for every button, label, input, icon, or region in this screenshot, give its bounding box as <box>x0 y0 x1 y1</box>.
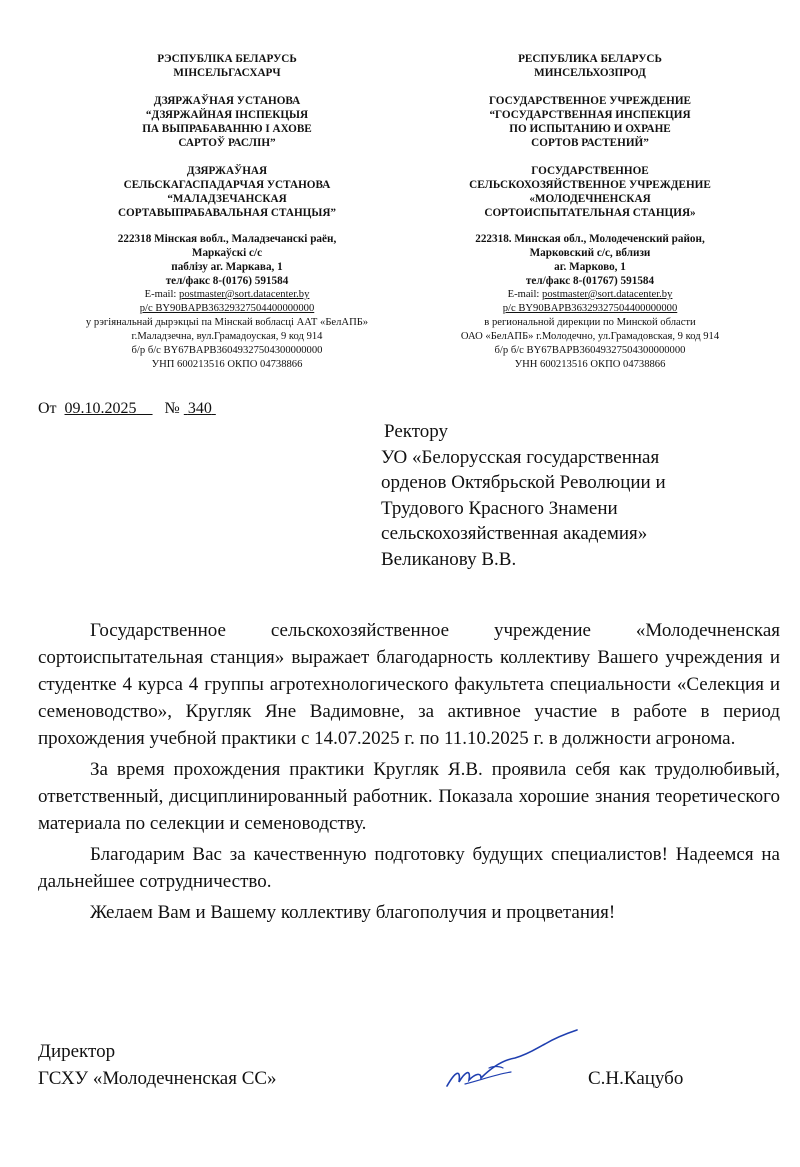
address-line: паблізу аг. Маркава, 1 <box>171 261 283 273</box>
email-link[interactable]: postmaster@sort.datacenter.by <box>179 289 310 300</box>
bank-line: ОАО «БелАПБ» г.Молодечно, ул.Грамадовская, 9 код 914 <box>460 331 720 342</box>
body-paragraph: Желаем Вам и Вашему коллективу благополучия и процветания! <box>90 902 616 923</box>
phone-fax: тел/факс 8-(01767) 591584 <box>525 275 655 287</box>
signer-title: Директор <box>38 1041 116 1062</box>
country-by: РЭСПУБЛІКА БЕЛАРУСЬ <box>157 53 297 65</box>
email-line: E-mail: postmaster@sort.datacenter.by <box>507 289 673 300</box>
account-number: р/с BY90BAPB36329327504400000000 <box>502 303 678 314</box>
email-line: E-mail: postmaster@sort.datacenter.by <box>144 289 310 300</box>
handwritten-signature-icon <box>441 1028 591 1098</box>
inst2-line: СЕЛЬСКОХОЗЯЙСТВЕННОЕ УЧРЕЖДЕНИЕ <box>469 179 711 191</box>
inst2-line: “МАЛАДЗЕЧАНСКАЯ <box>167 193 287 205</box>
bank-line: УНП 600213516 ОКПО 04738866 <box>151 359 303 370</box>
inst1-line: ПО ИСПЫТАНИЮ И ОХРАНЕ <box>509 123 671 135</box>
addressee-line: Ректору <box>384 421 449 442</box>
email-link[interactable]: postmaster@sort.datacenter.by <box>542 289 673 300</box>
inst1-line: “ГОСУДАРСТВЕННАЯ ИНСПЕКЦИЯ <box>489 109 691 121</box>
inst1-line: ГОСУДАРСТВЕННОЕ УЧРЕЖДЕНИЕ <box>488 95 692 107</box>
inst2-line: СОРТАВЫПРАБАВАЛЬНАЯ СТАНЦЫЯ” <box>117 207 337 219</box>
addressee-line: Трудового Красного Знамени <box>381 497 618 519</box>
signature-block <box>38 1038 738 1092</box>
inst2-line: ГОСУДАРСТВЕННОЕ <box>531 165 649 177</box>
bank-line: в региональной дирекции по Минской области <box>484 317 696 328</box>
address-line: 222318 Мінская вобл., Маладзечанскі раён, <box>117 233 337 245</box>
addressee-block <box>381 419 666 572</box>
inst2-line: СОРТОИСПЫТАТЕЛЬНАЯ СТАНЦИЯ» <box>484 207 696 219</box>
inst2-line: ДЗЯРЖАЎНАЯ <box>186 165 268 177</box>
ministry-ru: МИНСЕЛЬХОЗПРОД <box>534 67 646 79</box>
addressee-line: УО «Белорусская государственная <box>381 446 660 468</box>
addressee-line: сельскохозяйственная академия» <box>381 523 648 544</box>
letter-date: 09.10.2025 <box>64 400 137 417</box>
letter-number: 340 <box>187 400 212 417</box>
account-number: р/с BY90BAPB36329327504400000000 <box>139 303 315 314</box>
signer-organization: ГСХУ «Молодечненская СС» <box>38 1068 277 1089</box>
inst1-line: САРТОЎ РАСЛІН” <box>178 137 276 149</box>
body-paragraph: Государственное сельскохозяйственное учреждение «Молодечненская сортоиспытательная станция» выражает благодарность коллективу Вашего учреждения и студентке 4 курса 4 группы агротехнологического факультета специальности «Селекция и семеноводство», Кругляк Яне Вадимовне, за активное участие в работе в период прохождения учебной практики с 14.07.2025 г. по 11.10.2025 г. в должности агронома. <box>38 620 780 749</box>
header-russian <box>425 52 755 372</box>
body-paragraph: Благодарим Вас за качественную подготовку будущих специалистов! Надеемся на дальнейшее сотрудничество. <box>38 844 780 892</box>
bank-line: у рэгіянальнай дырэкцыі па Мінскай вобласці ААТ «БелАПБ» <box>85 317 369 328</box>
bank-line: б/р б/с BY67BAPB36049327504300000000 <box>131 345 323 356</box>
address-line: аг. Марково, 1 <box>554 261 626 273</box>
bank-line: УНН 600213516 ОКПО 04738866 <box>514 359 666 370</box>
inst2-line: «МОЛОДЕЧНЕНСКАЯ <box>529 193 651 205</box>
address-line: Марковский с/с, вблизи <box>529 247 651 259</box>
header-belarusian <box>62 52 392 372</box>
outgoing-reference <box>38 400 216 418</box>
bank-line: б/р б/с BY67BAPB36049327504300000000 <box>494 345 686 356</box>
ministry-by: МІНСЕЛЬГАСХАРЧ <box>173 67 281 79</box>
address-line: Маркаўскі с/с <box>191 247 263 259</box>
inst1-line: ДЗЯРЖАЎНАЯ УСТАНОВА <box>153 95 301 107</box>
country-ru: РЕСПУБЛИКА БЕЛАРУСЬ <box>518 53 662 65</box>
from-label: От <box>38 400 57 417</box>
phone-fax: тел/факс 8-(0176) 591584 <box>165 275 289 287</box>
body-paragraph: За время прохождения практики Кругляк Я.В. проявила себя как трудолюбивый, ответственный, дисциплинированный работник. Показала хорошие знания теоретического материала по селекции и семеноводству. <box>38 759 780 834</box>
address-line: 222318. Минская обл., Молодеченский район, <box>475 233 705 245</box>
inst1-line: ПА ВЫПРАБАВАННЮ І АХОВЕ <box>142 123 312 135</box>
inst1-line: СОРТОВ РАСТЕНИЙ” <box>531 137 649 149</box>
letter-body <box>38 617 780 926</box>
addressee-line: орденов Октябрьской Революции и <box>381 472 666 493</box>
addressee-line: Великанову В.В. <box>381 548 517 570</box>
inst2-line: СЕЛЬСКАГАСПАДАРЧАЯ УСТАНОВА <box>123 179 331 191</box>
bank-line: г.Маладзечна, вул.Грамадоуская, 9 код 914 <box>131 331 323 342</box>
signer-name: С.Н.Кацубо <box>588 1068 684 1089</box>
number-label: № <box>164 400 180 417</box>
inst1-line: “ДЗЯРЖАЙНАЯ ІНСПЕКЦЫЯ <box>145 109 309 121</box>
